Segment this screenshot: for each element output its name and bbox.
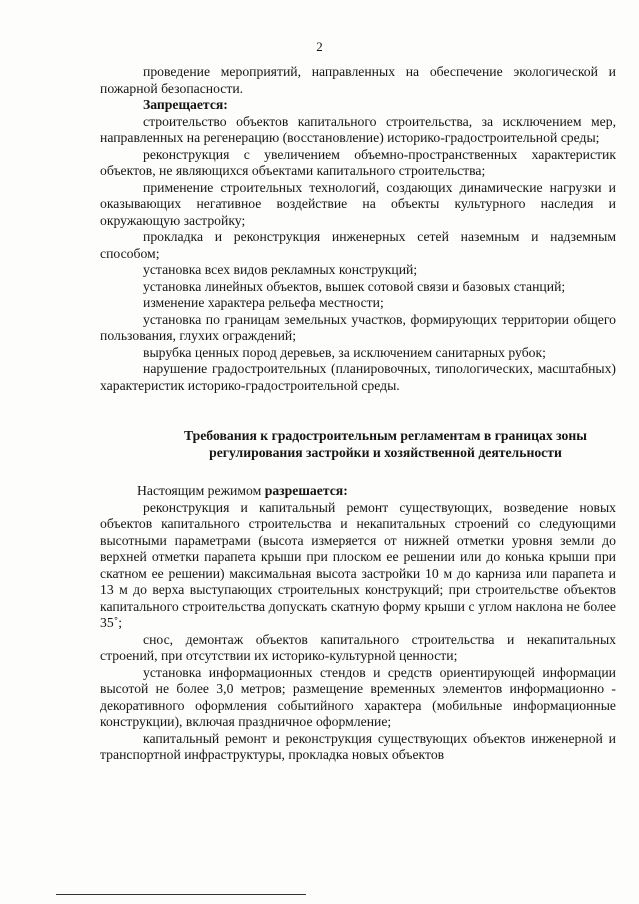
paragraph: реконструкция и капитальный ремонт существующих, возведение новых объектов капитального строительства и некапитальных строений со следующими высотными параметрами (высота измеряется от нижней отметки уровня земли до верхней отметки парапета крыши при плоском ее решении или до конька крыши при скатном ее решении) максимальная высота застройки 10 м до карниза или парапета и 13 м до верха выступающих строительных конструкций; при строительстве объектов капитального строительства допускать скатную форму крыши с углом наклона не более 35˚;: [100, 499, 616, 630]
paragraph: нарушение градостроительных (планировочных, типологических, масштабных) характеристик историко-градостроительной среды.: [100, 361, 616, 393]
prohibited-heading: Запрещается:: [143, 97, 228, 112]
paragraph: установка линейных объектов, вышек сотовой связи и базовых станций;: [143, 278, 566, 294]
section-title: Требования к градостроительным регламентам в границах зоны регулирования застройки и хозяйственной деятельности: [184, 428, 587, 460]
bottom-divider: [56, 894, 306, 895]
paragraph: изменение характера рельефа местности;: [143, 295, 384, 310]
paragraph: установка информационных стендов и средств ориентирующей информации высотой не более 3,0 метров; размещение временных элементов информационно - декоративного оформления событийного характера (мобильные информационные конструкции), включая праздничное оформление;: [100, 664, 616, 729]
page-number: 2: [316, 39, 323, 54]
paragraph: строительство объектов капитального строительства, за исключением мер, направленных на регенерацию (восстановление) историко-градостроительной среды;: [100, 113, 616, 145]
paragraph: реконструкция с увеличением объемно-пространственных характеристик объектов, не являющихся объектами капитального строительства;: [100, 146, 616, 178]
paragraph: установка по границам земельных участков, формирующих территории общего пользования, глухих ограждений;: [100, 311, 616, 343]
paragraph: вырубка ценных пород деревьев, за исключением санитарных рубок;: [143, 344, 546, 360]
paragraph: капитальный ремонт и реконструкция существующих объектов инженерной и транспортной инфраструктуры, прокладка новых объектов: [100, 730, 616, 762]
paragraph: применение строительных технологий, создающих динамические нагрузки и оказывающих негативное воздействие на объекты культурного наследия и окружающую застройку;: [100, 179, 616, 228]
document-body: [100, 64, 616, 764]
lead-text: Настоящим режимом: [137, 483, 262, 498]
paragraph: снос, демонтаж объектов капитального строительства и некапитальных строений, при отсутствии их историко-культурной ценности;: [100, 631, 616, 663]
paragraph: установка всех видов рекламных конструкций;: [143, 262, 418, 277]
paragraph: прокладка и реконструкция инженерных сетей наземным и надземным способом;: [100, 229, 616, 261]
paragraph: проведение мероприятий, направленных на обеспечение экологической и пожарной безопасности.: [100, 64, 616, 96]
permitted-lead: [100, 483, 616, 500]
permitted-keyword: разрешается:: [264, 483, 348, 498]
